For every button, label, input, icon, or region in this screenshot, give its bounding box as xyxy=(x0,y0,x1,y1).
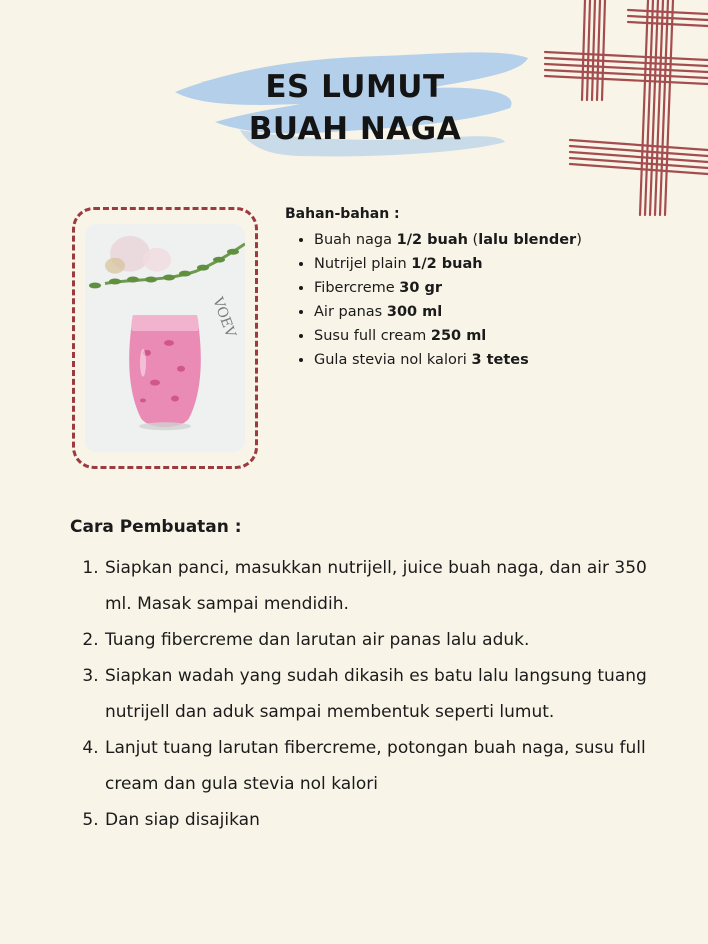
list-item: 4. Lanjut tuang larutan fibercreme, potongan buah naga, susu full cream dan gula stevia nol kalori xyxy=(104,730,670,802)
list-item: • Gula stevia nol kalori 3 tetes xyxy=(314,348,685,372)
list-item: 2. Tuang fibercreme dan larutan air panas lalu aduk. xyxy=(104,622,670,658)
ingredients-list xyxy=(285,228,685,372)
title-line-1: ES LUMUT xyxy=(265,69,445,105)
list-item: 5. Dan siap disajikan xyxy=(104,802,670,838)
list-item: • Nutrijel plain 1/2 buah xyxy=(314,252,685,276)
list-item: • Buah naga 1/2 buah (lalu blender) xyxy=(314,228,685,252)
list-item: 3. Siapkan wadah yang sudah dikasih es batu lalu langsung tuang nutrijell dan aduk sampai membentuk seperti lumut. xyxy=(104,658,670,730)
method-section xyxy=(70,514,670,838)
list-item: • Air panas 300 ml xyxy=(314,300,685,324)
list-item: • Susu full cream 250 ml xyxy=(314,324,685,348)
ingredients-heading: Bahan-bahan : xyxy=(285,206,400,222)
ingredients-section xyxy=(285,204,685,372)
page-title xyxy=(180,66,530,150)
title-line-2: BUAH NAGA xyxy=(248,111,462,147)
svg-text:VOEV: VOEV xyxy=(209,295,239,340)
drink-photo xyxy=(85,224,245,452)
photo-frame xyxy=(72,207,258,469)
method-heading: Cara Pembuatan : xyxy=(70,517,242,537)
drink-photo-icon xyxy=(85,224,245,452)
list-item: 1. Siapkan panci, masukkan nutrijell, juice buah naga, dan air 350 ml. Masak sampai mendidih. xyxy=(104,550,670,622)
list-item: • Fibercreme 30 gr xyxy=(314,276,685,300)
method-steps xyxy=(70,550,670,838)
